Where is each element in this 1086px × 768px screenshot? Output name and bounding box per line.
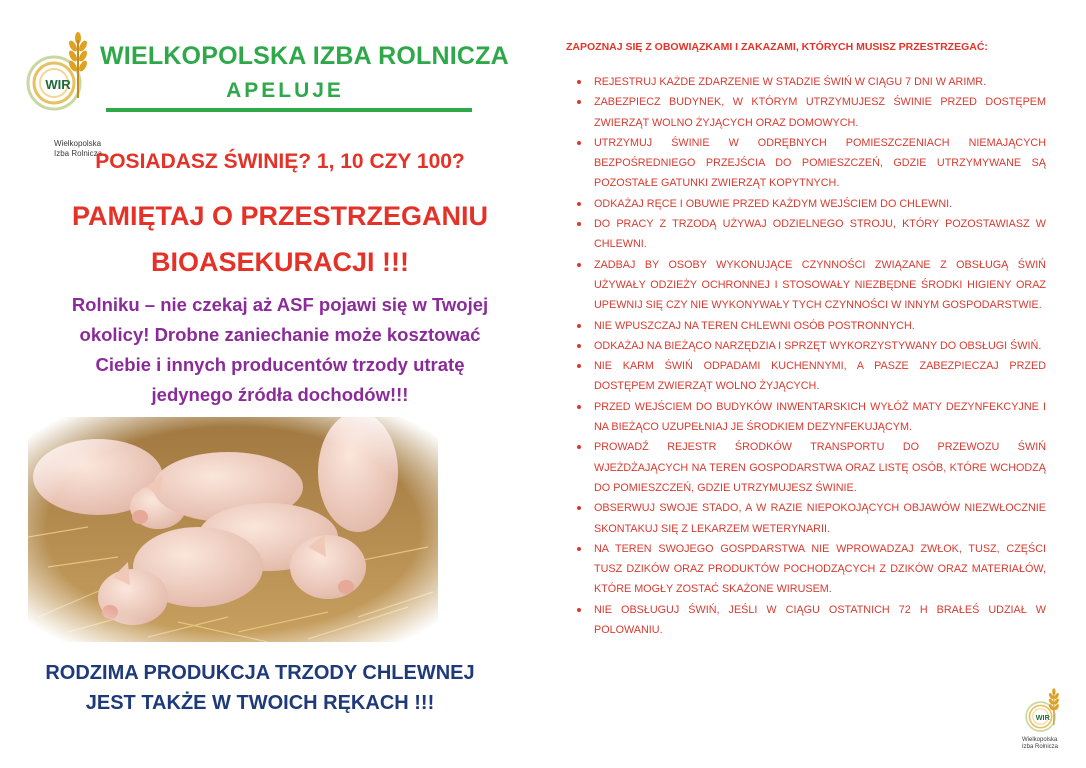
appeal-message [40,290,520,410]
logo-small-caption-line-2: Izba Rolnicza [1022,744,1059,750]
message-line-4: jedynego źródła dochodów!!! [151,384,409,405]
logo-caption-line-1: Wielkopolska [54,139,102,148]
logo-caption-line-2: Izba Rolnicza [54,149,103,158]
message-line-2: okolicy! Drobne zaniechanie może kosztować [79,324,481,345]
rule-item: REJESTRUJ KAŻDE ZDARZENIE W STADZIE ŚWIŃ W CIĄGU 7 DNI W ARIMR. [576,72,1046,92]
rule-item: OBSERWUJ SWOJE STADO, A W RAZIE NIEPOKOJĄCYCH OBJAWÓW NIEZWŁOCZNIE SKONTAKUJ SIĘ Z LEKARZEM WETERYNARII. [576,498,1046,539]
rule-item: NIE OBSŁUGUJ ŚWIŃ, JEŚLI W CIĄGU OSTATNICH 72 H BRAŁEŚ UDZIAŁ W POLOWANIU. [576,600,1046,641]
rule-item: UTRZYMUJ ŚWINIE W ODRĘBNYCH POMIESZCZENIACH NIEMAJĄCYCH BEZPOŚREDNIEGO PRZEJŚCIA DO POMIESZCZEŃ, GDZIE UTRZYMYWANE SĄ POZOSTAŁE GATUNKI ZWIERZĄT KOPYTNYCH. [576,133,1046,194]
rule-item: NA TEREN SWOJEGO GOSPDARSTWA NIE WPROWADZAJ ZWŁOK, TUSZ, CZĘŚCI TUSZ DZIKÓW ORAZ PRODUKTÓW POCHODZĄCYCH Z DZIKÓW ORAZ MATERIAŁÓW, KTÓRE MOGŁY ZOSTAĆ SKAŻONE WIRUSEM. [576,539,1046,600]
svg-text:WIR: WIR [45,77,71,92]
footer-slogan [10,658,510,718]
rule-item: NIE WPUSZCZAJ NA TEREN CHLEWNI OSÓB POSTRONNYCH. [576,316,1046,336]
rule-item: ZADBAJ BY OSOBY WYKONUJĄCE CZYNNOŚCI ZWIĄZANE Z OBSŁUGĄ ŚWIŃ UŻYWAŁY ODZIEŻY OCHRONNEJ I STOSOWAŁY NIEZBĘDNE ŚRODKI HIGIENY ORAZ UPEWNIJ SIĘ CZY NIE WYKONYWAŁY TYCH CZYNNOŚCI W INNYM GOSPODARSTWIE. [576,255,1046,316]
remember-line-2: BIOASEKURACJI !!! [150,247,409,277]
remember-heading [30,193,530,285]
rule-item: ODKAŻAJ NA BIEŻĄCO NARZĘDZIA I SPRZĘT WYKORZYSTYWANY DO OBSŁUGI ŚWIŃ. [576,336,1046,356]
rule-item: ODKAŻAJ RĘCE I OBUWIE PRZED KAŻDYM WEJŚCIEM DO CHLEWNI. [576,194,1046,214]
logo-small-caption-line-1: Wielkopolska [1022,737,1058,743]
rules-list [576,72,1046,640]
question-heading: POSIADASZ ŚWINIĘ? 1, 10 CZY 100? [95,150,465,173]
rule-item: PROWADŹ REJESTR ŚRODKÓW TRANSPORTU DO PRZEWOZU ŚWIŃ WJEŻDŻAJĄCYCH NA TEREN GOSPODARSTWA ORAZ LISTĘ OSÓB, KTÓRE WCHODZĄ DO POMIESZCZEŃ, GDZIE UTRZYMUJESZ ŚWINIE. [576,437,1046,498]
footer-line-2: JEST TAKŻE W TWOICH RĘKACH !!! [85,692,435,714]
footer-line-1: RODZIMA PRODUKCJA TRZODY CHLEWNEJ [45,662,475,684]
organization-logo [22,28,103,158]
piglets-photo [28,417,438,642]
piglets-on-straw-icon [28,417,438,642]
rule-item: ZABEZPIECZ BUDYNEK, W KTÓRYM UTRZYMUJESZ ŚWINIE PRZED DOSTĘPEM ZWIERZĄT WOLNO ŻYJĄCYCH ORAZ DOMOWYCH. [576,92,1046,133]
appeal-heading: APELUJE [226,79,344,102]
organization-name: WIELKOPOLSKA IZBA ROLNICZA [100,42,509,70]
rules-heading: ZAPOZNAJ SIĘ Z OBOWIĄZKAMI I ZAKAZAMI, KTÓRYCH MUSISZ PRZESTRZEGAĆ: [566,41,988,53]
wheat-ear-logo-icon [22,28,102,118]
header-divider [106,108,472,112]
rule-item: DO PRACY Z TRZODĄ UŻYWAJ ODZIELNEGO STROJU, KTÓRY POZOSTAWIASZ W CHLEWNI. [576,214,1046,255]
svg-text:WIR: WIR [1035,712,1050,722]
rule-item: NIE KARM ŚWIŃ ODPADAMI KUCHENNYMI, A PASZE ZABEZPIECZAJ PRZED DOSTĘPEM ZWIERZĄT WOLNO ŻYJĄCYCH. [576,356,1046,397]
rule-item: PRZED WEJŚCIEM DO BUDYKÓW INWENTARSKICH WYŁÓŻ MATY DEZYNFEKCYJNE I NA BIEŻĄCO UZUPEŁNIAJ JE ŚRODKIEM DEZYNFEKUJĄCYM. [576,397,1046,438]
wheat-ear-logo-small-icon [1020,686,1070,736]
logo-small-caption [1022,737,1082,751]
message-line-3: Ciebie i innych producentów trzody utratę [95,354,465,375]
remember-line-1: PAMIĘTAJ O PRZESTRZEGANIU [71,201,489,231]
message-line-1: Rolniku – nie czekaj aż ASF pojawi się w Twojej [71,294,489,315]
